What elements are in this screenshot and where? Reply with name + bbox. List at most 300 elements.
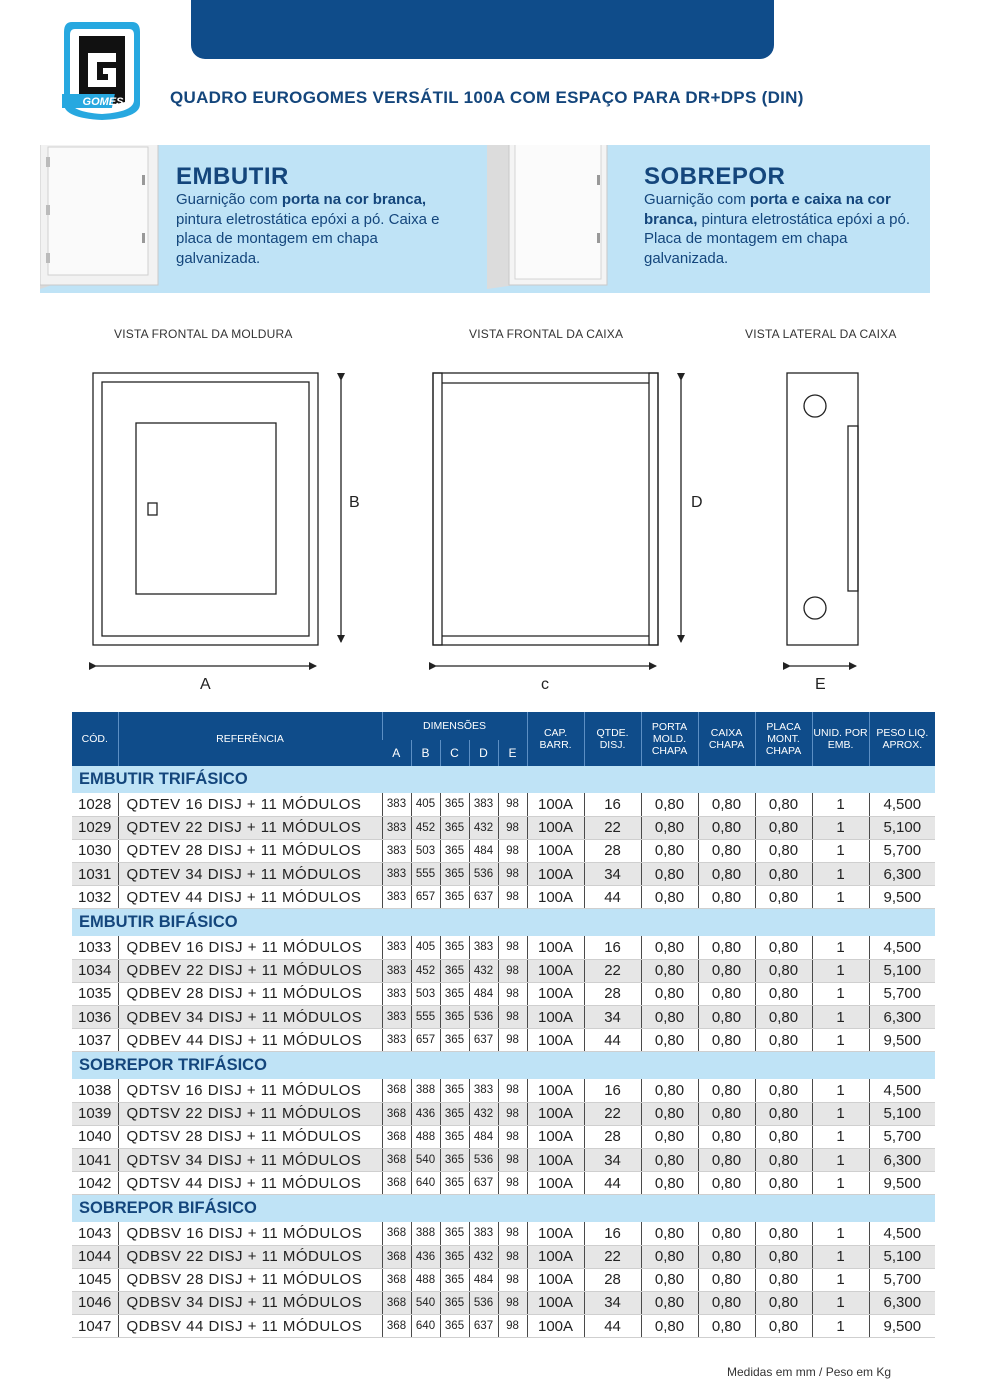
cell-dim-e: 98	[498, 1291, 527, 1314]
cell-placa-mont: 0,80	[755, 1006, 812, 1029]
cell-dim-e: 98	[498, 1315, 527, 1338]
cell-porta-mold: 0,80	[641, 793, 698, 816]
cell-placa-mont: 0,80	[755, 1102, 812, 1125]
table-row	[72, 1172, 935, 1195]
cell-dim-a: 368	[382, 1222, 411, 1245]
cell-placa-mont: 0,80	[755, 1079, 812, 1102]
cell-dim-c: 365	[440, 1079, 469, 1102]
side-box-view-label: VISTA LATERAL DA CAIXA	[745, 327, 897, 341]
header-dim-c: C	[440, 740, 469, 766]
table-row	[72, 982, 935, 1005]
cell-qtde-disj: 34	[584, 1291, 641, 1314]
cell-dim-d: 536	[469, 1291, 498, 1314]
cell-placa-mont: 0,80	[755, 1125, 812, 1148]
cell-unid-emb: 1	[812, 1079, 869, 1102]
hero-band	[40, 145, 930, 293]
cell-referencia: QDBSV 22 DISJ + 11 MÓDULOS	[118, 1245, 382, 1268]
cell-porta-mold: 0,80	[641, 839, 698, 862]
cell-porta-mold: 0,80	[641, 1222, 698, 1245]
cell-dim-c: 365	[440, 1245, 469, 1268]
cell-cod: 1042	[72, 1172, 118, 1195]
cell-unid-emb: 1	[812, 816, 869, 839]
table-row	[72, 863, 935, 886]
sobrepor-description	[644, 190, 934, 268]
cell-caixa-chapa: 0,80	[698, 863, 755, 886]
cell-porta-mold: 0,80	[641, 1125, 698, 1148]
cell-dim-c: 365	[440, 936, 469, 959]
cell-cod: 1030	[72, 839, 118, 862]
header-referencia: REFERÊNCIA	[118, 712, 382, 766]
cell-dim-b: 540	[411, 1291, 440, 1314]
cell-peso: 5,700	[869, 1125, 935, 1148]
cell-dim-a: 368	[382, 1315, 411, 1338]
cell-dim-d: 432	[469, 816, 498, 839]
header-porta-mold: PORTA MOLD. CHAPA	[641, 712, 698, 766]
cell-dim-b: 405	[411, 936, 440, 959]
cell-cap-barr: 100A	[527, 886, 584, 909]
footnote: Medidas em mm / Peso em Kg	[727, 1365, 892, 1379]
cell-dim-d: 536	[469, 863, 498, 886]
cell-caixa-chapa: 0,80	[698, 1079, 755, 1102]
table-row	[72, 959, 935, 982]
sobrepor-desc-tail: pintura eletrostática epóxi a pó. Placa de montagem em chapa galvanizada.	[644, 210, 910, 267]
cell-dim-a: 368	[382, 1172, 411, 1195]
section-title: EMBUTIR TRIFÁSICO	[72, 766, 935, 793]
cell-cod: 1028	[72, 793, 118, 816]
cell-unid-emb: 1	[812, 1102, 869, 1125]
cell-referencia: QDTEV 16 DISJ + 11 MÓDULOS	[118, 793, 382, 816]
cell-unid-emb: 1	[812, 1172, 869, 1195]
cell-peso: 4,500	[869, 936, 935, 959]
cell-caixa-chapa: 0,80	[698, 1172, 755, 1195]
header-unid-emb: UNID. POR EMB.	[812, 712, 869, 766]
cell-peso: 9,500	[869, 1172, 935, 1195]
cell-peso: 9,500	[869, 1315, 935, 1338]
cell-peso: 5,700	[869, 839, 935, 862]
cell-placa-mont: 0,80	[755, 1315, 812, 1338]
cell-cod: 1043	[72, 1222, 118, 1245]
cell-dim-c: 365	[440, 1291, 469, 1314]
cell-caixa-chapa: 0,80	[698, 1315, 755, 1338]
cell-placa-mont: 0,80	[755, 863, 812, 886]
cell-placa-mont: 0,80	[755, 936, 812, 959]
cell-dim-d: 432	[469, 1102, 498, 1125]
cell-dim-a: 368	[382, 1268, 411, 1291]
table-row	[72, 816, 935, 839]
table-row	[72, 936, 935, 959]
cell-qtde-disj: 34	[584, 1006, 641, 1029]
cell-dim-e: 98	[498, 1079, 527, 1102]
cell-dim-a: 383	[382, 793, 411, 816]
cell-peso: 4,500	[869, 1079, 935, 1102]
cell-cod: 1047	[72, 1315, 118, 1338]
cell-dim-c: 365	[440, 863, 469, 886]
cell-dim-c: 365	[440, 1268, 469, 1291]
top-banner	[191, 0, 774, 59]
cell-referencia: QDTSV 22 DISJ + 11 MÓDULOS	[118, 1102, 382, 1125]
cell-referencia: QDTEV 44 DISJ + 11 MÓDULOS	[118, 886, 382, 909]
cell-unid-emb: 1	[812, 1029, 869, 1052]
cell-dim-e: 98	[498, 1222, 527, 1245]
cell-dim-d: 536	[469, 1148, 498, 1171]
cell-qtde-disj: 16	[584, 1079, 641, 1102]
technical-drawings	[0, 360, 1000, 680]
cell-dim-d: 484	[469, 839, 498, 862]
cell-dim-a: 383	[382, 959, 411, 982]
cell-dim-b: 388	[411, 1079, 440, 1102]
cell-caixa-chapa: 0,80	[698, 1148, 755, 1171]
cell-dim-c: 365	[440, 1006, 469, 1029]
cell-referencia: QDBSV 28 DISJ + 11 MÓDULOS	[118, 1268, 382, 1291]
cell-cap-barr: 100A	[527, 1222, 584, 1245]
cell-dim-a: 383	[382, 886, 411, 909]
cell-dim-d: 383	[469, 936, 498, 959]
cell-qtde-disj: 22	[584, 1245, 641, 1268]
cell-dim-c: 365	[440, 982, 469, 1005]
header-placa-mont: PLACA MONT. CHAPA	[755, 712, 812, 766]
header-caixa-chapa: CAIXA CHAPA	[698, 712, 755, 766]
cell-dim-b: 436	[411, 1102, 440, 1125]
cell-referencia: QDTSV 16 DISJ + 11 MÓDULOS	[118, 1079, 382, 1102]
cell-dim-b: 488	[411, 1125, 440, 1148]
table-row	[72, 1268, 935, 1291]
table-row	[72, 839, 935, 862]
cell-porta-mold: 0,80	[641, 1148, 698, 1171]
cell-porta-mold: 0,80	[641, 936, 698, 959]
cell-unid-emb: 1	[812, 936, 869, 959]
cell-dim-b: 640	[411, 1315, 440, 1338]
cell-cod: 1035	[72, 982, 118, 1005]
cell-peso: 4,500	[869, 793, 935, 816]
cell-dim-b: 503	[411, 839, 440, 862]
table-row	[72, 1245, 935, 1268]
cell-unid-emb: 1	[812, 1291, 869, 1314]
cell-porta-mold: 0,80	[641, 1268, 698, 1291]
cell-caixa-chapa: 0,80	[698, 1029, 755, 1052]
cell-referencia: QDTSV 44 DISJ + 11 MÓDULOS	[118, 1172, 382, 1195]
cell-qtde-disj: 28	[584, 1125, 641, 1148]
cell-caixa-chapa: 0,80	[698, 839, 755, 862]
cell-dim-d: 637	[469, 1029, 498, 1052]
cell-cap-barr: 100A	[527, 1291, 584, 1314]
cell-referencia: QDBEV 16 DISJ + 11 MÓDULOS	[118, 936, 382, 959]
cell-unid-emb: 1	[812, 1006, 869, 1029]
cell-placa-mont: 0,80	[755, 959, 812, 982]
header-dim-e: E	[498, 740, 527, 766]
cell-dim-e: 98	[498, 982, 527, 1005]
cell-cap-barr: 100A	[527, 793, 584, 816]
cell-dim-b: 503	[411, 982, 440, 1005]
cell-dim-e: 98	[498, 1006, 527, 1029]
cell-dim-c: 365	[440, 1315, 469, 1338]
table-row	[72, 1006, 935, 1029]
cell-dim-c: 365	[440, 1148, 469, 1171]
cell-dim-d: 432	[469, 1245, 498, 1268]
cell-dim-c: 365	[440, 1102, 469, 1125]
cell-dim-d: 637	[469, 886, 498, 909]
cell-cod: 1032	[72, 886, 118, 909]
cell-placa-mont: 0,80	[755, 816, 812, 839]
cell-cap-barr: 100A	[527, 1148, 584, 1171]
cell-dim-d: 536	[469, 1006, 498, 1029]
cell-qtde-disj: 28	[584, 839, 641, 862]
embutir-desc-lead: Guarnição com	[176, 191, 282, 208]
cell-peso: 6,300	[869, 863, 935, 886]
cell-peso: 9,500	[869, 886, 935, 909]
cell-porta-mold: 0,80	[641, 1291, 698, 1314]
page-title: QUADRO EUROGOMES VERSÁTIL 100A COM ESPAÇO PARA DR+DPS (DIN)	[170, 88, 804, 107]
cell-dim-d: 637	[469, 1315, 498, 1338]
dimension-c-label: c	[541, 676, 549, 693]
cell-qtde-disj: 22	[584, 816, 641, 839]
cell-caixa-chapa: 0,80	[698, 1125, 755, 1148]
cell-dim-a: 383	[382, 1029, 411, 1052]
cell-placa-mont: 0,80	[755, 793, 812, 816]
header-qtde-disj: QTDE. DISJ.	[584, 712, 641, 766]
cell-dim-a: 368	[382, 1125, 411, 1148]
cell-dim-b: 657	[411, 1029, 440, 1052]
cell-caixa-chapa: 0,80	[698, 793, 755, 816]
cell-dim-e: 98	[498, 1125, 527, 1148]
cell-placa-mont: 0,80	[755, 1148, 812, 1171]
section-title: SOBREPOR BIFÁSICO	[72, 1195, 935, 1222]
section-title: EMBUTIR BIFÁSICO	[72, 909, 935, 936]
cell-dim-e: 98	[498, 863, 527, 886]
cell-unid-emb: 1	[812, 886, 869, 909]
cell-dim-e: 98	[498, 839, 527, 862]
cell-dim-c: 365	[440, 793, 469, 816]
cell-dim-e: 98	[498, 886, 527, 909]
cell-dim-d: 432	[469, 959, 498, 982]
cell-porta-mold: 0,80	[641, 982, 698, 1005]
header-peso: PESO LIQ. APROX.	[869, 712, 935, 766]
front-box-drawing	[433, 373, 681, 666]
cell-placa-mont: 0,80	[755, 1172, 812, 1195]
cell-dim-a: 368	[382, 1102, 411, 1125]
cell-unid-emb: 1	[812, 1245, 869, 1268]
cell-cod: 1040	[72, 1125, 118, 1148]
cell-referencia: QDBEV 34 DISJ + 11 MÓDULOS	[118, 1006, 382, 1029]
cell-dim-d: 484	[469, 982, 498, 1005]
cell-porta-mold: 0,80	[641, 959, 698, 982]
cell-porta-mold: 0,80	[641, 1315, 698, 1338]
cell-qtde-disj: 28	[584, 982, 641, 1005]
table-row	[72, 1102, 935, 1125]
cell-dim-c: 365	[440, 959, 469, 982]
cell-cod: 1031	[72, 863, 118, 886]
cell-dim-c: 365	[440, 1222, 469, 1245]
cell-dim-a: 368	[382, 1148, 411, 1171]
cell-cap-barr: 100A	[527, 839, 584, 862]
header-cap-barr: CAP. BARR.	[527, 712, 584, 766]
section-header-row	[72, 909, 935, 936]
cell-dim-b: 405	[411, 793, 440, 816]
cell-dim-a: 383	[382, 839, 411, 862]
cell-dim-e: 98	[498, 1102, 527, 1125]
cell-porta-mold: 0,80	[641, 886, 698, 909]
cell-qtde-disj: 44	[584, 1172, 641, 1195]
cell-caixa-chapa: 0,80	[698, 1222, 755, 1245]
cell-qtde-disj: 16	[584, 936, 641, 959]
dimension-b-label: B	[349, 494, 360, 511]
cell-dim-d: 484	[469, 1125, 498, 1148]
header-dimensoes: DIMENSÕES	[382, 712, 527, 740]
cell-unid-emb: 1	[812, 1315, 869, 1338]
table-row	[72, 1291, 935, 1314]
cell-referencia: QDBSV 34 DISJ + 11 MÓDULOS	[118, 1291, 382, 1314]
embutir-desc-tail: pintura eletrostática epóxi a pó. Caixa e placa de montagem em chapa galvanizada.	[176, 210, 440, 267]
cell-porta-mold: 0,80	[641, 1079, 698, 1102]
cell-peso: 6,300	[869, 1291, 935, 1314]
header-dim-a: A	[382, 740, 411, 766]
cell-cod: 1037	[72, 1029, 118, 1052]
header-dim-b: B	[411, 740, 440, 766]
spec-table	[72, 712, 935, 1338]
cell-caixa-chapa: 0,80	[698, 959, 755, 982]
cell-qtde-disj: 28	[584, 1268, 641, 1291]
cell-dim-b: 436	[411, 1245, 440, 1268]
gomes-logo	[62, 18, 142, 122]
cell-dim-c: 365	[440, 1125, 469, 1148]
cell-placa-mont: 0,80	[755, 1268, 812, 1291]
cell-cap-barr: 100A	[527, 1315, 584, 1338]
table-row	[72, 1315, 935, 1338]
cell-qtde-disj: 16	[584, 1222, 641, 1245]
cell-cod: 1038	[72, 1079, 118, 1102]
embutir-product-image	[40, 145, 160, 293]
cell-dim-a: 368	[382, 1291, 411, 1314]
cell-dim-a: 383	[382, 982, 411, 1005]
cell-cod: 1044	[72, 1245, 118, 1268]
cell-dim-b: 555	[411, 863, 440, 886]
header-cod: CÓD.	[72, 712, 118, 766]
cell-referencia: QDTEV 22 DISJ + 11 MÓDULOS	[118, 816, 382, 839]
sobrepor-desc-highlight: porta e caixa na cor branca,	[644, 191, 891, 228]
cell-dim-b: 555	[411, 1006, 440, 1029]
logo-text: GOMES	[82, 96, 124, 108]
front-frame-drawing	[93, 373, 341, 666]
cell-peso: 6,300	[869, 1006, 935, 1029]
cell-dim-b: 452	[411, 816, 440, 839]
cell-caixa-chapa: 0,80	[698, 936, 755, 959]
cell-placa-mont: 0,80	[755, 1245, 812, 1268]
embutir-desc-highlight: porta na cor branca,	[281, 191, 427, 208]
cell-placa-mont: 0,80	[755, 1222, 812, 1245]
cell-dim-c: 365	[440, 1172, 469, 1195]
cell-dim-b: 657	[411, 886, 440, 909]
cell-dim-d: 383	[469, 1079, 498, 1102]
cell-dim-e: 98	[498, 936, 527, 959]
cell-qtde-disj: 22	[584, 959, 641, 982]
cell-porta-mold: 0,80	[641, 1029, 698, 1052]
table-row	[72, 793, 935, 816]
cell-cap-barr: 100A	[527, 936, 584, 959]
cell-dim-b: 540	[411, 1148, 440, 1171]
cell-dim-e: 98	[498, 1245, 527, 1268]
cell-peso: 5,100	[869, 1245, 935, 1268]
cell-unid-emb: 1	[812, 1148, 869, 1171]
table-row	[72, 1029, 935, 1052]
cell-dim-b: 488	[411, 1268, 440, 1291]
cell-cap-barr: 100A	[527, 982, 584, 1005]
cell-peso: 5,100	[869, 959, 935, 982]
cell-dim-e: 98	[498, 959, 527, 982]
cell-unid-emb: 1	[812, 793, 869, 816]
table-row	[72, 1125, 935, 1148]
cell-cod: 1046	[72, 1291, 118, 1314]
cell-dim-a: 383	[382, 1006, 411, 1029]
cell-referencia: QDBSV 16 DISJ + 11 MÓDULOS	[118, 1222, 382, 1245]
cell-peso: 5,700	[869, 1268, 935, 1291]
cell-placa-mont: 0,80	[755, 982, 812, 1005]
section-header-row	[72, 766, 935, 793]
cell-dim-a: 383	[382, 936, 411, 959]
cell-qtde-disj: 44	[584, 886, 641, 909]
sobrepor-product-image	[485, 145, 610, 293]
front-frame-view-label: VISTA FRONTAL DA MOLDURA	[114, 327, 293, 341]
cell-porta-mold: 0,80	[641, 816, 698, 839]
cell-cod: 1033	[72, 936, 118, 959]
cell-placa-mont: 0,80	[755, 1029, 812, 1052]
cell-caixa-chapa: 0,80	[698, 1245, 755, 1268]
table-row	[72, 886, 935, 909]
cell-porta-mold: 0,80	[641, 863, 698, 886]
cell-placa-mont: 0,80	[755, 886, 812, 909]
cell-caixa-chapa: 0,80	[698, 886, 755, 909]
cell-dim-b: 388	[411, 1222, 440, 1245]
cell-peso: 5,100	[869, 816, 935, 839]
cell-porta-mold: 0,80	[641, 1006, 698, 1029]
cell-dim-b: 640	[411, 1172, 440, 1195]
cell-cap-barr: 100A	[527, 1268, 584, 1291]
table-row	[72, 1222, 935, 1245]
cell-peso: 6,300	[869, 1148, 935, 1171]
cell-cod: 1041	[72, 1148, 118, 1171]
cell-cap-barr: 100A	[527, 1172, 584, 1195]
cell-unid-emb: 1	[812, 839, 869, 862]
cell-cap-barr: 100A	[527, 1029, 584, 1052]
cell-dim-c: 365	[440, 816, 469, 839]
table-body	[72, 766, 935, 1338]
cell-cap-barr: 100A	[527, 1245, 584, 1268]
cell-qtde-disj: 34	[584, 1148, 641, 1171]
cell-caixa-chapa: 0,80	[698, 1006, 755, 1029]
cell-referencia: QDBEV 22 DISJ + 11 MÓDULOS	[118, 959, 382, 982]
dimension-d-label: D	[691, 494, 703, 511]
cell-cap-barr: 100A	[527, 959, 584, 982]
cell-dim-e: 98	[498, 1268, 527, 1291]
cell-cod: 1029	[72, 816, 118, 839]
cell-cap-barr: 100A	[527, 1102, 584, 1125]
cell-referencia: QDBSV 44 DISJ + 11 MÓDULOS	[118, 1315, 382, 1338]
cell-qtde-disj: 16	[584, 793, 641, 816]
side-box-drawing	[787, 373, 858, 666]
cell-peso: 4,500	[869, 1222, 935, 1245]
cell-dim-d: 637	[469, 1172, 498, 1195]
cell-placa-mont: 0,80	[755, 839, 812, 862]
cell-dim-a: 368	[382, 1079, 411, 1102]
table-row	[72, 1079, 935, 1102]
cell-cap-barr: 100A	[527, 1006, 584, 1029]
cell-dim-e: 98	[498, 793, 527, 816]
cell-cod: 1039	[72, 1102, 118, 1125]
cell-unid-emb: 1	[812, 863, 869, 886]
cell-cod: 1045	[72, 1268, 118, 1291]
cell-porta-mold: 0,80	[641, 1172, 698, 1195]
cell-unid-emb: 1	[812, 1222, 869, 1245]
cell-placa-mont: 0,80	[755, 1291, 812, 1314]
cell-dim-b: 452	[411, 959, 440, 982]
